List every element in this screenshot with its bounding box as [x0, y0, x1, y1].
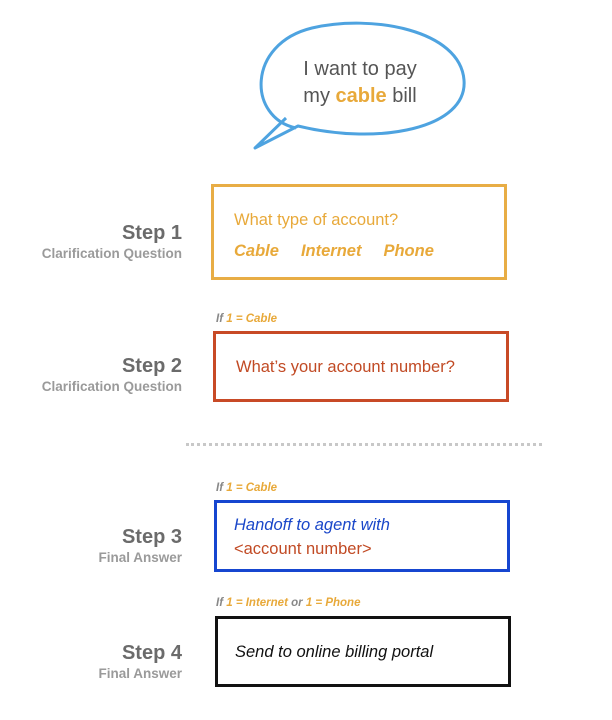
step-3-answer-line-1: Handoff to agent with [234, 516, 390, 534]
section-divider [186, 443, 542, 446]
bubble-highlight: cable [335, 85, 387, 107]
step-3-condition: If 1 = Cable [216, 482, 278, 494]
bubble-line-2: my cable bill [303, 85, 417, 107]
option-internet: Internet [300, 242, 362, 260]
step-4-condition: If 1 = Internet or 1 = Phone [216, 597, 361, 609]
step-1-label [42, 221, 182, 262]
step-2-label [42, 354, 182, 395]
bubble-line-1: I want to pay [303, 58, 417, 80]
step-4-title: Step 4 [121, 642, 182, 664]
step-3-label [98, 525, 182, 566]
step-4-label [98, 641, 182, 682]
step-1-title: Step 1 [121, 222, 182, 244]
step-1-question: What type of account? [234, 211, 399, 229]
step-4-box [215, 616, 511, 687]
step-4-subtitle: Final Answer [98, 666, 182, 681]
option-cable: Cable [234, 242, 279, 260]
step-2-subtitle: Clarification Question [41, 379, 182, 394]
speech-bubble-text [262, 56, 458, 110]
option-phone: Phone [383, 242, 434, 260]
step-3-box [214, 500, 510, 572]
step-2-title: Step 2 [121, 355, 182, 377]
step-3-title: Step 3 [121, 526, 182, 548]
step-2-question: What’s your account number? [236, 358, 455, 376]
step-1-subtitle: Clarification Question [41, 246, 182, 261]
step-2-condition: If 1 = Cable [216, 313, 278, 325]
step-2-box [213, 331, 509, 402]
step-3-subtitle: Final Answer [98, 550, 182, 565]
step-4-answer: Send to online billing portal [235, 643, 434, 661]
step-1-box [211, 184, 507, 280]
step-1-options [234, 242, 456, 261]
step-3-answer-line-2: <account number> [234, 540, 372, 558]
